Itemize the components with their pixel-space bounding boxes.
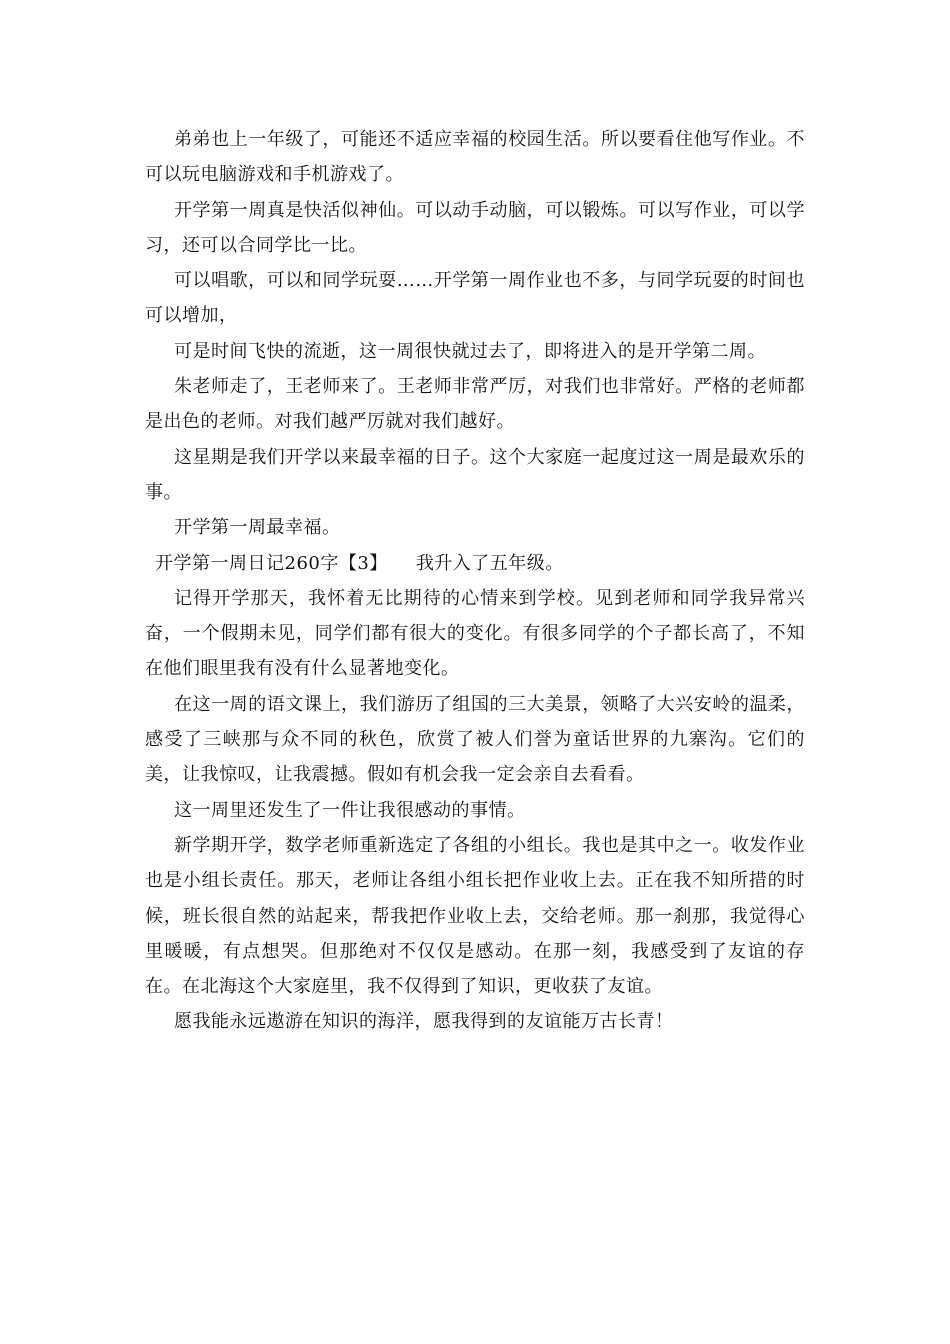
paragraph: 新学期开学，数学老师重新选定了各组的小组长。我也是其中之一。收发作业也是小组长责任。那天，老师让各组小组长把作业收上去。正在我不知所措的时候，班长很自然的站起来，帮我把作业收上去，交给老师。那一刹那，我觉得心里暖暖，有点想哭。但那绝对不仅仅是感动。在那一刻，我感受到了友谊的存在。在北海这个大家庭里，我不仅得到了知识，更收获了友谊。 [145, 834, 805, 998]
paragraph: 这一周里还发生了一件让我很感动的事情。 [174, 799, 526, 821]
paragraph: 开学第一周真是快活似神仙。可以动手动脑，可以锻炼。可以写作业，可以学习，还可以合同学比一比。 [145, 199, 805, 256]
paragraph: 可是时间飞快的流逝，这一周很快就过去了，即将进入的是开学第二周。 [174, 340, 766, 362]
paragraph: 记得开学那天，我怀着无比期待的心情来到学校。见到老师和同学我异常兴奋，一个假期未见，同学们都有很大的变化。有很多同学的个子都长高了，不知在他们眼里我有没有什么显著地变化。 [145, 587, 805, 680]
paragraph: 这星期是我们开学以来最幸福的日子。这个大家庭一起度过这一周是最欢乐的事。 [145, 446, 805, 503]
paragraph: 愿我能永远遨游在知识的海洋，愿我得到的友谊能万古长青！ [174, 1011, 674, 1033]
document-body [145, 122, 805, 1040]
section-first-sentence: 我升入了五年级。 [415, 552, 564, 574]
paragraph: 可以唱歌，可以和同学玩耍……开学第一周作业也不多，与同学玩耍的时间也可以增加， [145, 270, 805, 327]
paragraph: 朱老师走了，王老师来了。王老师非常严厉，对我们也非常好。严格的老师都是出色的老师。对我们越严厉就对我们越好。 [145, 376, 805, 433]
paragraph: 弟弟也上一年级了，可能还不适应幸福的校园生活。所以要看住他写作业。不可以玩电脑游戏和手机游戏了。 [145, 129, 805, 186]
section-heading-line [145, 546, 805, 581]
paragraph: 开学第一周最幸福。 [174, 517, 341, 539]
paragraph: 在这一周的语文课上，我们游历了组国的三大美景，领略了大兴安岭的温柔，感受了三峡那与众不同的秋色，欣赏了被人们誉为童话世界的九寨沟。它们的美，让我惊叹，让我震撼。假如有机会我一定会亲自去看看。 [145, 693, 805, 786]
section-title: 开学第一周日记260字【3】 [155, 552, 388, 574]
